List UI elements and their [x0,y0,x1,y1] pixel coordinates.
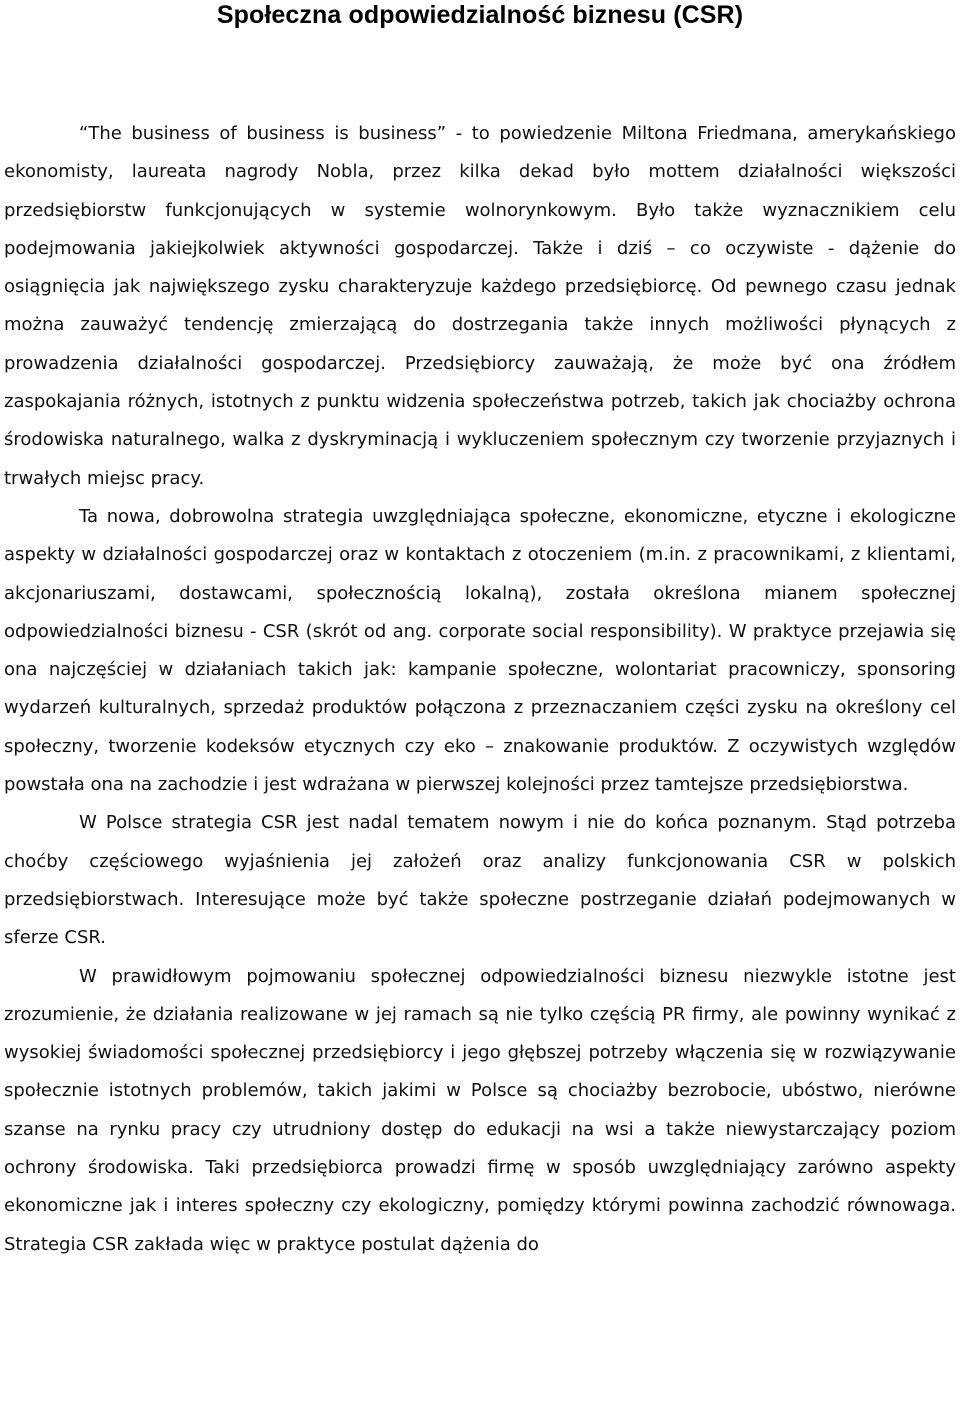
document-body [4,115,956,1264]
paragraph-2: Ta nowa, dobrowolna strategia uwzględniająca społeczne, ekonomiczne, etyczne i ekologiczne aspekty w działalności gospodarczej oraz w kontaktach z otoczeniem (m.in. z pracownikami, z klientami, akcjonariuszami, dostawcami, społecznością lokalną), została określona mianem społecznej odpowiedzialności biznesu - CSR (skrót od ang. corporate social responsibility). W praktyce przejawia się ona najczęściej w działaniach takich jak: kampanie społeczne, wolontariat pracowniczy, sponsoring wydarzeń kulturalnych, sprzedaż produktów połączona z przeznaczaniem części zysku na określony cel społeczny, tworzenie kodeksów etycznych czy eko – znakowanie produktów. Z oczywistych względów powstała ona na zachodzie i jest wdrażana w pierwszej kolejności przez tamtejsze przedsiębiorstwa. [4,505,956,796]
document-title: Społeczna odpowiedzialność biznesu (CSR) [216,1,744,29]
document-page [4,0,956,1255]
paragraph-1: “The business of business is business” - to powiedzenie Miltona Friedmana, amerykańskiego ekonomisty, laureata nagrody Nobla, przez kilka dekad było mottem działalności większości przedsiębiorstw funkcjonujących w systemie wolnorynkowym. Było także wyznacznikiem celu podejmowania jakiejkolwiek aktywności gospodarczej. Także i dziś – co oczywiste - dążenie do osiągnięcia jak największego zysku charakteryzuje każdego przedsiębiorcę. Od pewnego czasu jednak można zauważyć tendencję zmierzającą do dostrzegania także innych możliwości płynących z prowadzenia działalności gospodarczej. Przedsiębiorcy zauważają, że może być ona źródłem zaspokajania różnych, istotnych z punktu widzenia społeczeństwa potrzeb, takich jak chociażby ochrona środowiska naturalnego, walka z dyskryminacją i wykluczeniem społecznym czy tworzenie przyjaznych i trwałych miejsc pracy. [4,123,956,489]
paragraph-3: W Polsce strategia CSR jest nadal tematem nowym i nie do końca poznanym. Stąd potrzeba choćby częściowego wyjaśnienia jej założeń oraz analizy funkcjonowania CSR w polskich przedsiębiorstwach. Interesujące może być także społeczne postrzeganie działań podejmowanych w sferze CSR. [4,812,956,949]
paragraph-4: W prawidłowym pojmowaniu społecznej odpowiedzialności biznesu niezwykle istotne jest zrozumienie, że działania realizowane w jej ramach są nie tylko częścią PR firmy, ale powinny wynikać z wysokiej świadomości społecznej przedsiębiorcy i jego głębszej potrzeby włączenia się w rozwiązywanie społecznie istotnych problemów, takich jakimi w Polsce są chociażby bezrobocie, ubóstwo, nierówne szanse na rynku pracy czy utrudniony dostęp do edukacji na wsi a także niewystarczający poziom ochrony środowiska. Taki przedsiębiorca prowadzi firmę w sposób uwzględniający zarówno aspekty ekonomiczne jak i interes społeczny czy ekologiczny, pomiędzy którymi powinna zachodzić równowaga. Strategia CSR zakłada więc w praktyce postulat dążenia do [4,965,956,1255]
